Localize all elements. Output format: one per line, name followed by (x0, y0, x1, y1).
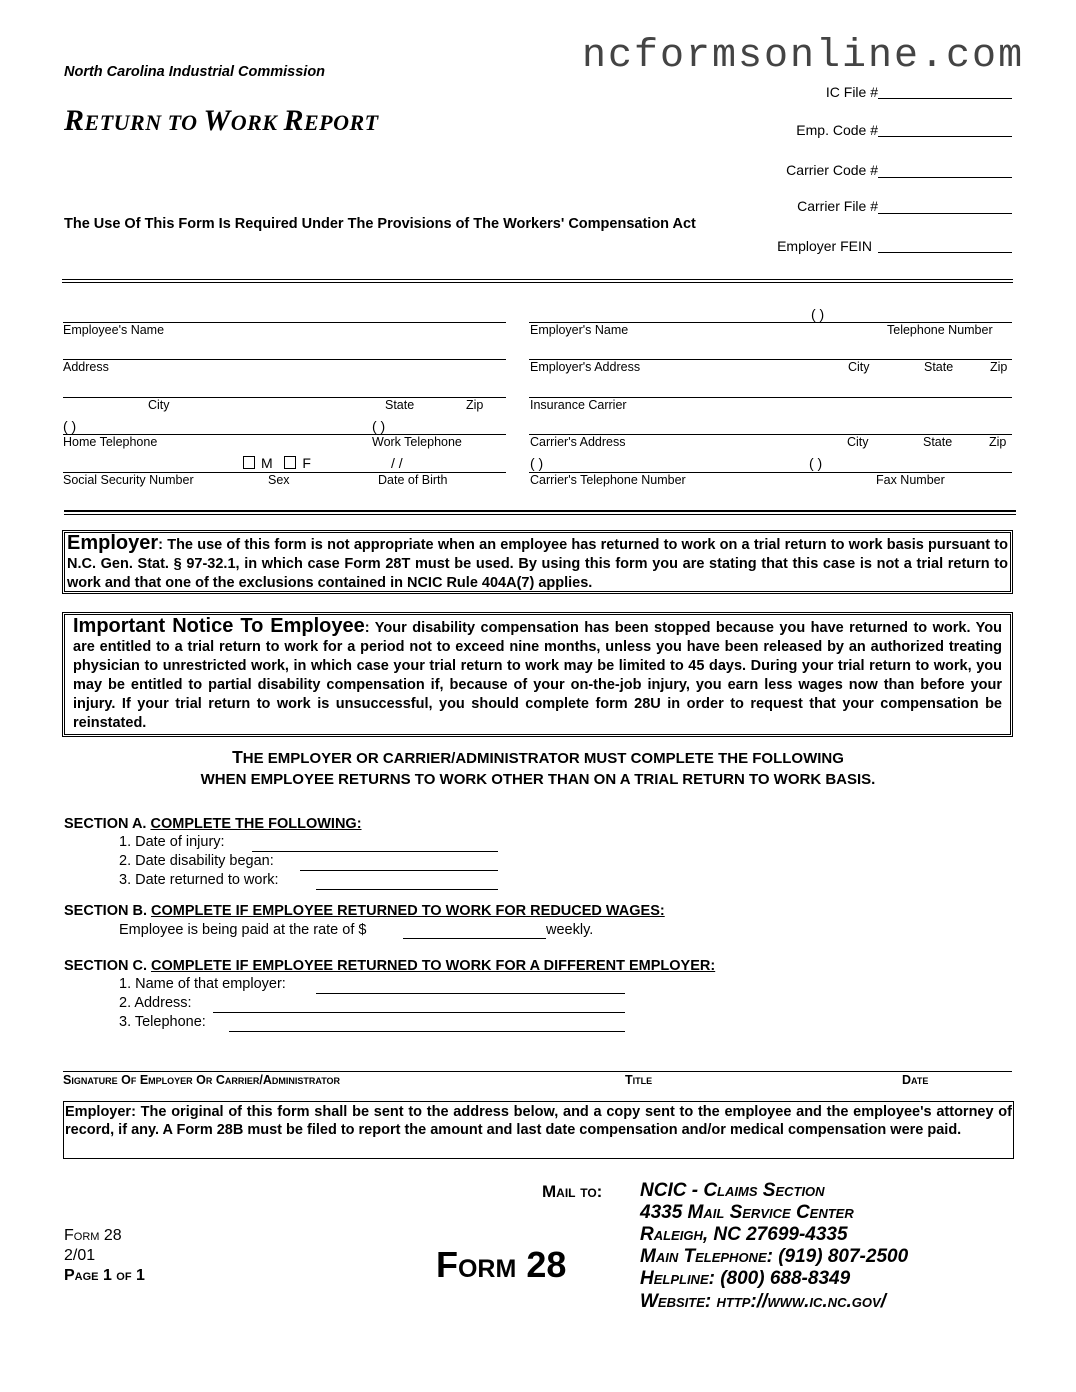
employer-fein-field[interactable] (878, 252, 1012, 253)
employee-notice-text: : Your disability compensation has been stopped because you have returned to work. You are entitled to a trial return to work for a period not to exceed nine months, unless you have been released by an authorized treating physician to unrestricted work, in which case your trial return to work may be limited to 45 days. During your trial return to work, you may be entitled to partial disability compensation if, because of your on-the-job injury, you earn less wages now than before your injury. If your trial return to work is unsuccessful, you should complete form 28U in order to request that your compensation be reinstated. (73, 620, 1002, 731)
title-initial-w: W (203, 104, 231, 137)
signature-label: Signature Of Employer Or Carrier/Administrator (63, 1073, 341, 1087)
employee-address-label: Address (63, 360, 109, 374)
employer-phone-label: Telephone Number (887, 323, 993, 337)
carrier-file-field[interactable] (878, 213, 1012, 214)
employee-notice-box (62, 612, 1013, 737)
employer-fein-label: Employer FEIN (777, 238, 872, 254)
sex-label: Sex (268, 473, 290, 487)
employee-city-field[interactable] (63, 397, 506, 398)
employer-phone-parens: ( ) (811, 306, 825, 322)
new-employer-address-field[interactable] (213, 1012, 625, 1013)
instruction-line-1-rest: HE EMPLOYER OR CARRIER/ADMINISTRATOR MUST COMPLETE THE FOLLOWING (242, 750, 844, 767)
website-link[interactable]: Website: http://www.ic.nc.gov/ (640, 1291, 886, 1312)
sex-male-checkbox[interactable] (243, 456, 255, 469)
helpline: Helpline: (800) 688-8349 (640, 1268, 851, 1289)
emp-code-label: Emp. Code # (796, 122, 878, 138)
title-initial-r2: R (283, 104, 304, 137)
address-line-2: 4335 Mail Service Center (640, 1202, 854, 1223)
new-employer-address-label: 2. Address: (119, 995, 192, 1011)
form-title (64, 104, 379, 138)
section-a-prefix: SECTION A. (64, 816, 151, 832)
address-line-3: Raleigh, NC 27699-4335 (640, 1224, 848, 1245)
fax-label: Fax Number (876, 473, 945, 487)
date-returned-label: 3. Date returned to work: (119, 872, 279, 888)
carrier-address-label: Carrier's Address (530, 435, 626, 449)
required-notice: The Use Of This Form Is Required Under The Provisions of The Workers' Compensation Act (64, 216, 696, 232)
employee-city-label: City (148, 398, 170, 412)
dob-slashes: / / (391, 455, 403, 471)
title-part-ork: ORK (230, 110, 284, 135)
section-divider (64, 510, 1016, 515)
wage-rate-label: Employee is being paid at the rate of $ (119, 922, 367, 938)
section-b-title: COMPLETE IF EMPLOYEE RETURNED TO WORK FOR REDUCED WAGES: (151, 903, 665, 919)
employee-state-label: State (385, 398, 415, 412)
instruction-line-2: WHEN EMPLOYEE RETURNS TO WORK OTHER THAN ON A TRIAL RETURN TO WORK BASIS. (200, 771, 876, 788)
carrier-code-field[interactable] (878, 177, 1012, 178)
title-part-eport: EPORT (303, 110, 379, 135)
ssn-label: Social Security Number (63, 473, 194, 487)
employer-address-label: Employer's Address (530, 360, 641, 374)
home-phone-parens: ( ) (63, 418, 77, 434)
mail-to-label: Mail to: (542, 1182, 603, 1201)
ic-file-field[interactable] (878, 98, 1012, 99)
new-employer-phone-label: 3. Telephone: (119, 1014, 206, 1030)
employee-name-label: Employee's Name (63, 323, 165, 337)
date-disability-began-field[interactable] (300, 870, 498, 871)
date-of-injury-label: 1. Date of injury: (119, 834, 225, 850)
employee-notice-lead: Important Notice To Employee (73, 615, 365, 637)
form-number-large: Form 28 (436, 1244, 567, 1285)
sex-options (243, 455, 311, 471)
dob-label: Date of Birth (378, 473, 448, 487)
carrier-phone-label: Carrier's Telephone Number (530, 473, 686, 487)
emp-code-field[interactable] (878, 136, 1012, 137)
carrier-phone-parens: ( ) (530, 455, 544, 471)
date-of-injury-field[interactable] (252, 851, 498, 852)
home-phone-label: Home Telephone (63, 435, 158, 449)
work-phone-parens: ( ) (372, 418, 386, 434)
section-c-heading (64, 958, 715, 974)
fax-parens: ( ) (809, 455, 823, 471)
footer-page: Page 1 of 1 (64, 1267, 145, 1284)
section-b-prefix: SECTION B. (64, 903, 152, 919)
title-label: Title (625, 1073, 653, 1087)
sex-female-label: F (302, 455, 311, 471)
new-employer-phone-field[interactable] (229, 1031, 625, 1032)
employer-zip-label: Zip (990, 360, 1008, 374)
section-a-heading (64, 816, 362, 832)
ic-file-label: IC File # (825, 84, 878, 100)
carrier-state-label: State (923, 435, 953, 449)
footer-revision: 2/01 (64, 1247, 96, 1264)
instruction-line-1 (0, 747, 1076, 768)
sex-female-checkbox[interactable] (284, 456, 296, 469)
sex-male-label: M (261, 455, 273, 471)
wage-rate-suffix: weekly. (546, 922, 594, 938)
employer-city-label: City (848, 360, 870, 374)
employee-address-field[interactable] (63, 359, 506, 360)
address-line-1: NCIC - Claims Section (640, 1180, 825, 1201)
section-b-heading (64, 903, 665, 919)
carrier-code-label: Carrier Code # (786, 162, 878, 178)
date-label: Date (902, 1073, 929, 1087)
employer-state-label: State (924, 360, 954, 374)
carrier-file-label: Carrier File # (797, 198, 878, 214)
agency-name: North Carolina Industrial Commission (64, 64, 326, 80)
wage-rate-field[interactable] (403, 938, 546, 939)
instruction-cap: T (232, 747, 243, 767)
employer-notice-lead: Employer (67, 532, 159, 554)
new-employer-name-field[interactable] (316, 993, 625, 994)
section-c-prefix: SECTION C. (64, 958, 152, 974)
carrier-city-label: City (847, 435, 869, 449)
signature-field[interactable] (63, 1071, 1012, 1072)
footer-form-label: Form 28 (64, 1227, 122, 1244)
carrier-zip-label: Zip (989, 435, 1007, 449)
employer-name-label: Employer's Name (530, 323, 629, 337)
header-divider (62, 279, 1013, 283)
date-returned-field[interactable] (316, 889, 498, 890)
section-a-title: COMPLETE THE FOLLOWING: (150, 816, 362, 832)
employee-zip-label: Zip (466, 398, 484, 412)
section-c-title: COMPLETE IF EMPLOYEE RETURNED TO WORK FOR A DIFFERENT EMPLOYER: (151, 958, 716, 974)
mail-notice-box: Employer: The original of this form shall be sent to the address below, and a copy sent to the employee and the employee's attorney of record, if any. A Form 28B must be filed to report the amount and last date compensation and/or medical compensation were paid. (63, 1101, 1014, 1159)
date-disability-began-label: 2. Date disability began: (119, 853, 274, 869)
employer-notice-text: : The use of this form is not appropriate when an employee has returned to work on a trial return to work basis pursuant to N.C. Gen. Stat. § 97-32.1, in which case Form 28T must be used. By using this form you are stating that this case is not a trial return to work and that one of the exclusions contained in NCIC Rule 404A(7) applies. (67, 537, 1008, 591)
work-phone-label: Work Telephone (372, 435, 462, 449)
title-initial-r: R (64, 104, 85, 137)
main-telephone: Main Telephone: (919) 807-2500 (640, 1246, 909, 1267)
employer-notice-box (62, 530, 1013, 594)
title-part-eturn: ETURN TO (84, 110, 204, 135)
new-employer-name-label: 1. Name of that employer: (119, 976, 286, 992)
watermark: ncformsonline.com (582, 34, 1025, 79)
insurance-carrier-label: Insurance Carrier (530, 398, 627, 412)
